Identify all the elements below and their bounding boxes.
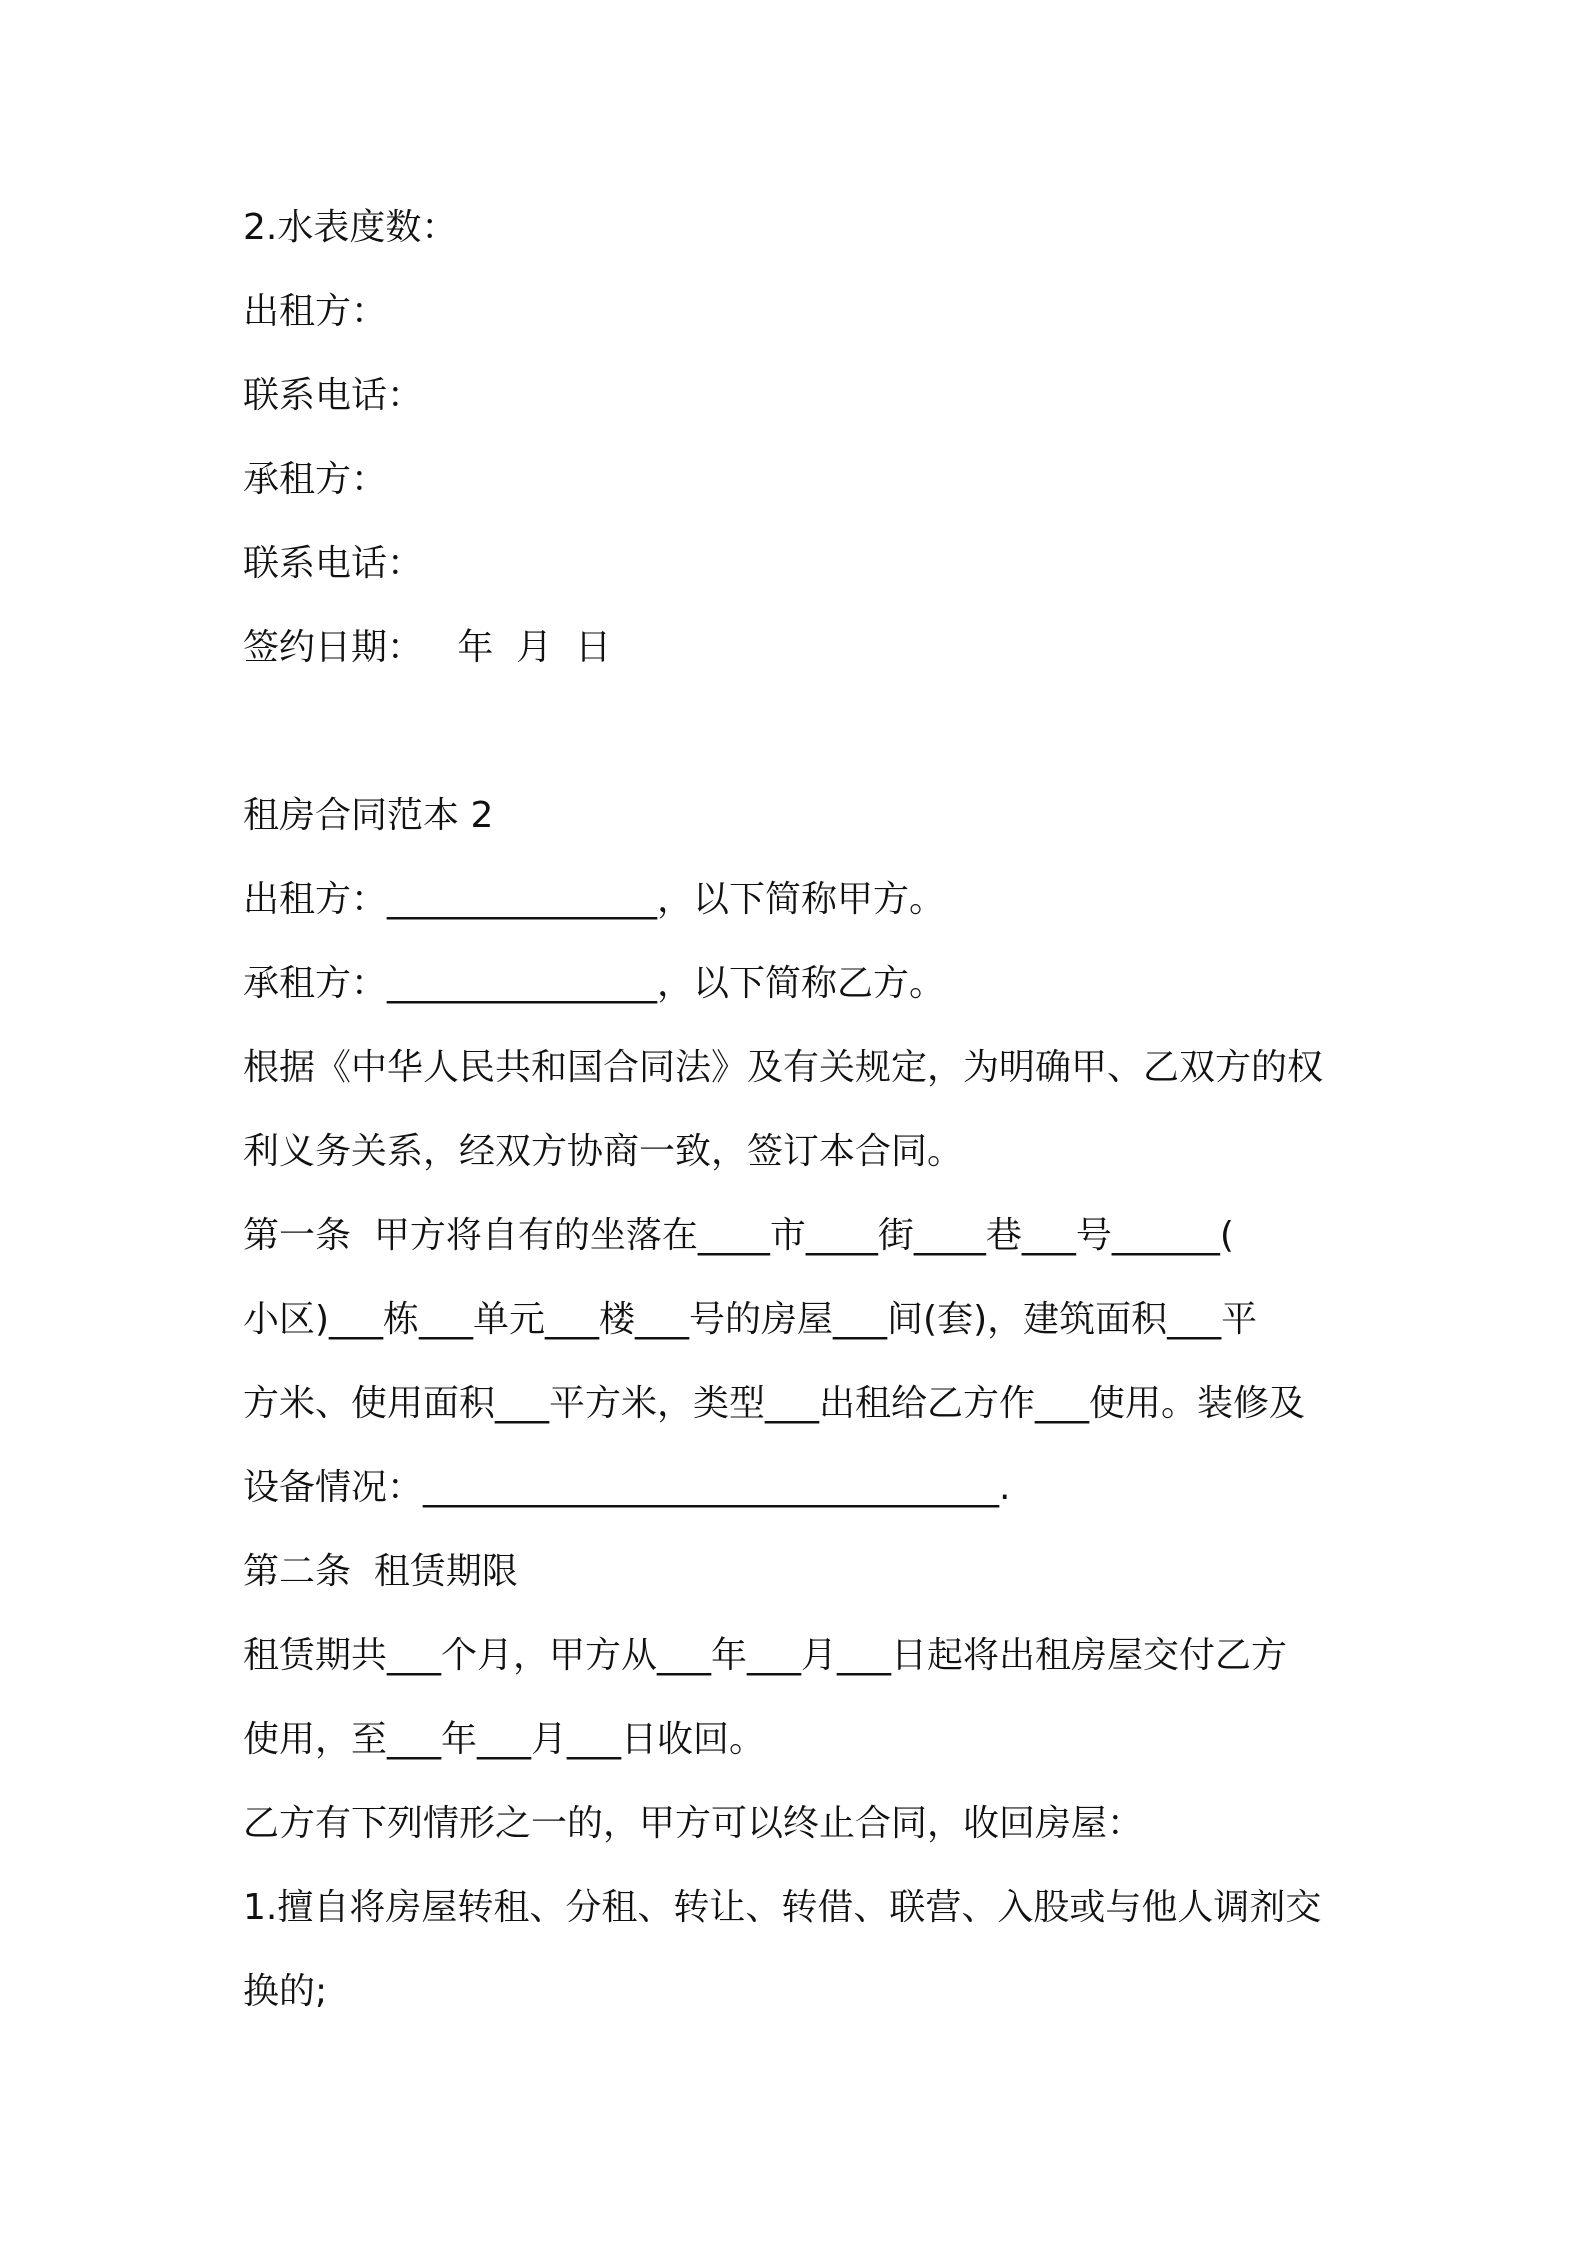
lease-term-line-1: 租赁期共___个月，甲方从___年___月___日起将出租房屋交付乙方 xyxy=(243,1635,1288,1676)
lessor-phone-label: 联系电话： xyxy=(243,375,424,416)
article-2-heading: 第二条 租赁期限 xyxy=(243,1551,518,1592)
water-meter-reading: 2.水表度数： xyxy=(243,207,458,248)
article-1-line-2: 小区)___栋___单元___楼___号的房屋___间(套)，建筑面积___平 xyxy=(243,1299,1258,1340)
termination-item-1-line-2: 换的; xyxy=(243,1971,328,2012)
lease-term-line-2: 使用，至___年___月___日收回。 xyxy=(243,1719,766,1760)
lessor-label: 出租方： xyxy=(243,291,388,332)
lessee-label: 承租方： xyxy=(243,459,388,500)
contract-template-title: 租房合同范本 2 xyxy=(243,795,494,836)
article-1-line-3: 方米、使用面积___平方米，类型___出租给乙方作___使用。装修及 xyxy=(243,1383,1306,1424)
preamble-line-2: 利义务关系，经双方协商一致，签订本合同。 xyxy=(243,1131,964,1172)
article-1-line-1: 第一条 甲方将自有的坐落在____市____街____巷___号______( xyxy=(243,1215,1234,1256)
party-a-line: 出租方：_______________，以下简称甲方。 xyxy=(243,879,946,920)
preamble-line-1: 根据《中华人民共和国合同法》及有关规定，为明确甲、乙双方的权 xyxy=(243,1047,1324,1088)
party-b-line: 承租方：_______________，以下简称乙方。 xyxy=(243,963,946,1004)
termination-item-1-line-1: 1.擅自将房屋转租、分租、转让、转借、联营、入股或与他人调剂交 xyxy=(243,1887,1322,1928)
signing-date-label: 签约日期： 年 月 日 xyxy=(243,627,612,668)
article-1-line-4: 设备情况：________________________________. xyxy=(243,1467,1011,1508)
termination-intro: 乙方有下列情形之一的，甲方可以终止合同，收回房屋： xyxy=(243,1803,1144,1844)
lessee-phone-label: 联系电话： xyxy=(243,543,424,584)
